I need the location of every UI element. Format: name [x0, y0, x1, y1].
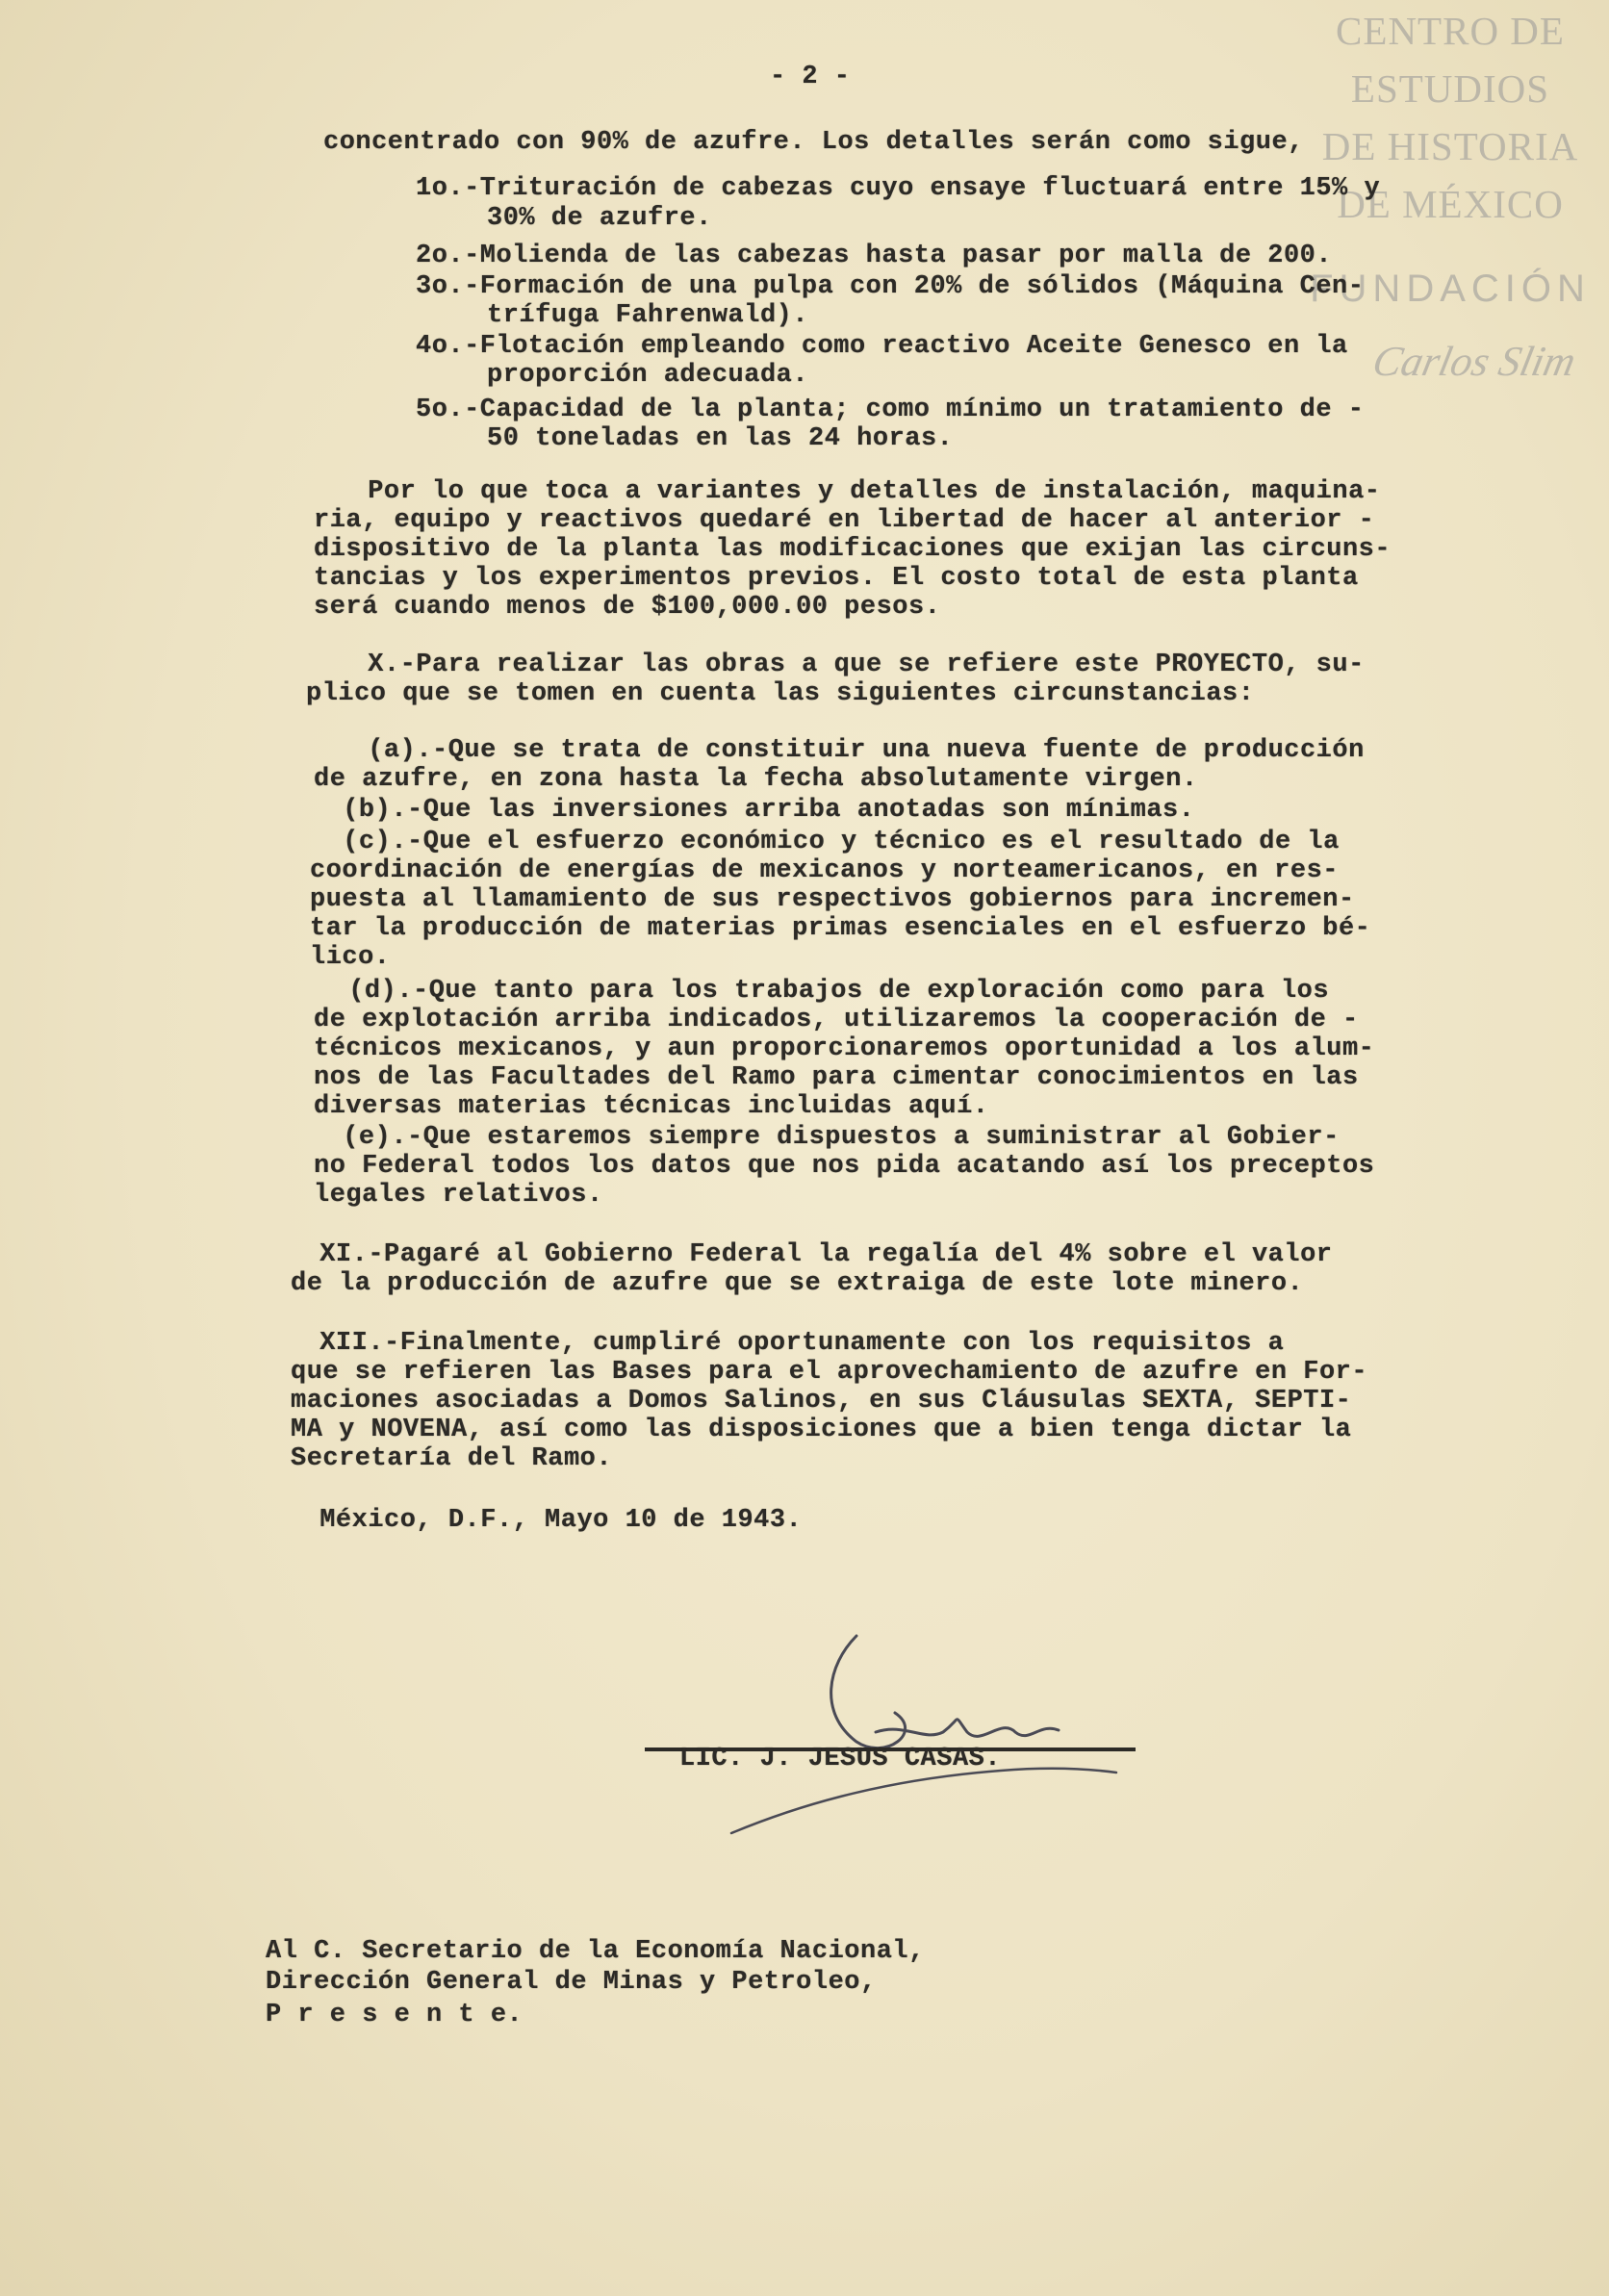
circumstance-d-line-2: de explotación arriba indicados, utilizaremos la cooperación de -: [314, 1006, 1359, 1034]
circumstance-b-line-1: (b).-Que las inversiones arriba anotadas son mínimas.: [246, 796, 1195, 825]
watermark-line-1: CENTRO DE: [1336, 9, 1565, 53]
section-xii-line-5: Secretaría del Ramo.: [291, 1444, 613, 1473]
addressee-line-3: P r e s e n t e.: [266, 2001, 524, 2029]
variants-line-5: será cuando menos de $100,000.00 pesos.: [314, 593, 941, 622]
circumstance-d-line-1: (d).-Que tanto para los trabajos de exploración como para los: [252, 977, 1330, 1006]
watermark-line-2: ESTUDIOS: [1350, 66, 1550, 111]
watermark-foundation: FUNDACIÓN: [1310, 268, 1591, 310]
circumstance-d-line-5: diversas materias técnicas incluidas aquí.: [314, 1092, 989, 1121]
step-2-line-1: 2o.-Molienda de las cabezas hasta pasar por malla de 200.: [416, 242, 1333, 270]
circumstance-d-line-4: nos de las Facultades del Ramo para cimentar conocimientos en las: [314, 1063, 1359, 1092]
variants-line-3: dispositivo de la planta las modificaciones que exijan las circuns-: [314, 535, 1392, 564]
circumstance-e-line-2: no Federal todos los datos que nos pida acatando así los preceptos: [314, 1152, 1375, 1181]
section-xi-line-2: de la producción de azufre que se extraiga de este lote minero.: [291, 1269, 1304, 1298]
signatory-name: LIC. J. JESUS CASAS.: [679, 1745, 1002, 1773]
addressee-line-1: Al C. Secretario de la Economía Nacional,: [266, 1937, 925, 1966]
circumstance-a-line-1: (a).-Que se trata de constituir una nueva fuente de producción: [271, 736, 1365, 765]
section-x-line-2: plico que se tomen en cuenta las siguientes circunstancias:: [306, 679, 1255, 708]
step-3-line-2: trífuga Fahrenwald).: [487, 301, 809, 330]
circumstance-e-line-1: (e).-Que estaremos siempre dispuestos a suministrar al Gobier-: [246, 1123, 1340, 1152]
step-4-line-1: 4o.-Flotación empleando como reactivo Aceite Genesco en la: [416, 332, 1348, 361]
section-xii-line-1: XII.-Finalmente, cumpliré oportunamente con los requisitos a: [223, 1329, 1285, 1358]
circumstance-c-line-1: (c).-Que el esfuerzo económico y técnico es el resultado de la: [246, 828, 1340, 856]
step-4-line-2: proporción adecuada.: [487, 361, 809, 390]
step-3-line-1: 3o.-Formación de una pulpa con 20% de sólidos (Máquina Cen-: [416, 272, 1365, 301]
variants-line-4: tancias y los experimentos previos. El costo total de esta planta: [314, 564, 1359, 593]
section-xii-line-2: que se refieren las Bases para el aprovechamiento de azufre en For-: [291, 1358, 1368, 1387]
step-1-line-2: 30% de azufre.: [487, 204, 712, 233]
handwritten-signature: [635, 1626, 1136, 1848]
variants-line-2: ria, equipo y reactivos quedaré en libertad de hacer al anterior -: [314, 506, 1375, 535]
variants-line-1: Por lo que toca a variantes y detalles de instalación, maquina-: [271, 477, 1381, 506]
circumstance-c-line-3: puesta al llamamiento de sus respectivos gobiernos para incremen-: [310, 885, 1355, 914]
watermark-signature: Carlos Slim: [1368, 338, 1580, 385]
circumstance-d-line-3: técnicos mexicanos, y aun proporcionaremos oportunidad a los alum-: [314, 1034, 1375, 1063]
page-number: - 2 -: [770, 63, 851, 91]
section-xi-line-1: XI.-Pagaré al Gobierno Federal la regalía del 4% sobre el valor: [223, 1240, 1333, 1269]
circumstance-c-line-2: coordinación de energías de mexicanos y norteamericanos, en res-: [310, 856, 1339, 885]
watermark-line-3: DE HISTORIA: [1321, 124, 1579, 168]
place-date: México, D.F., Mayo 10 de 1943.: [223, 1506, 803, 1535]
circumstance-c-line-4: tar la producción de materias primas esenciales en el esfuerzo bé-: [310, 914, 1371, 943]
circumstance-c-line-5: lico.: [310, 943, 391, 972]
addressee-line-2: Dirección General de Minas y Petroleo,: [266, 1968, 877, 1997]
section-xii-line-3: maciones asociadas a Domos Salinos, en sus Cláusulas SEXTA, SEPTI-: [291, 1387, 1352, 1416]
watermark-line-4: DE MÉXICO: [1337, 182, 1564, 226]
circumstance-a-line-2: de azufre, en zona hasta la fecha absolutamente virgen.: [314, 765, 1198, 794]
intro-line: concentrado con 90% de azufre. Los detalles serán como sigue,: [323, 128, 1304, 157]
section-xii-line-4: MA y NOVENA, así como las disposiciones que a bien tenga dictar la: [291, 1416, 1352, 1444]
step-5-line-2: 50 toneladas en las 24 horas.: [487, 424, 954, 453]
circumstance-e-line-3: legales relativos.: [314, 1181, 603, 1210]
step-1-line-1: 1o.-Trituración de cabezas cuyo ensaye fluctuará entre 15% y: [416, 174, 1381, 203]
section-x-line-1: X.-Para realizar las obras a que se refiere este PROYECTO, su-: [271, 651, 1365, 679]
step-5-line-1: 5o.-Capacidad de la planta; como mínimo un tratamiento de -: [416, 395, 1365, 424]
